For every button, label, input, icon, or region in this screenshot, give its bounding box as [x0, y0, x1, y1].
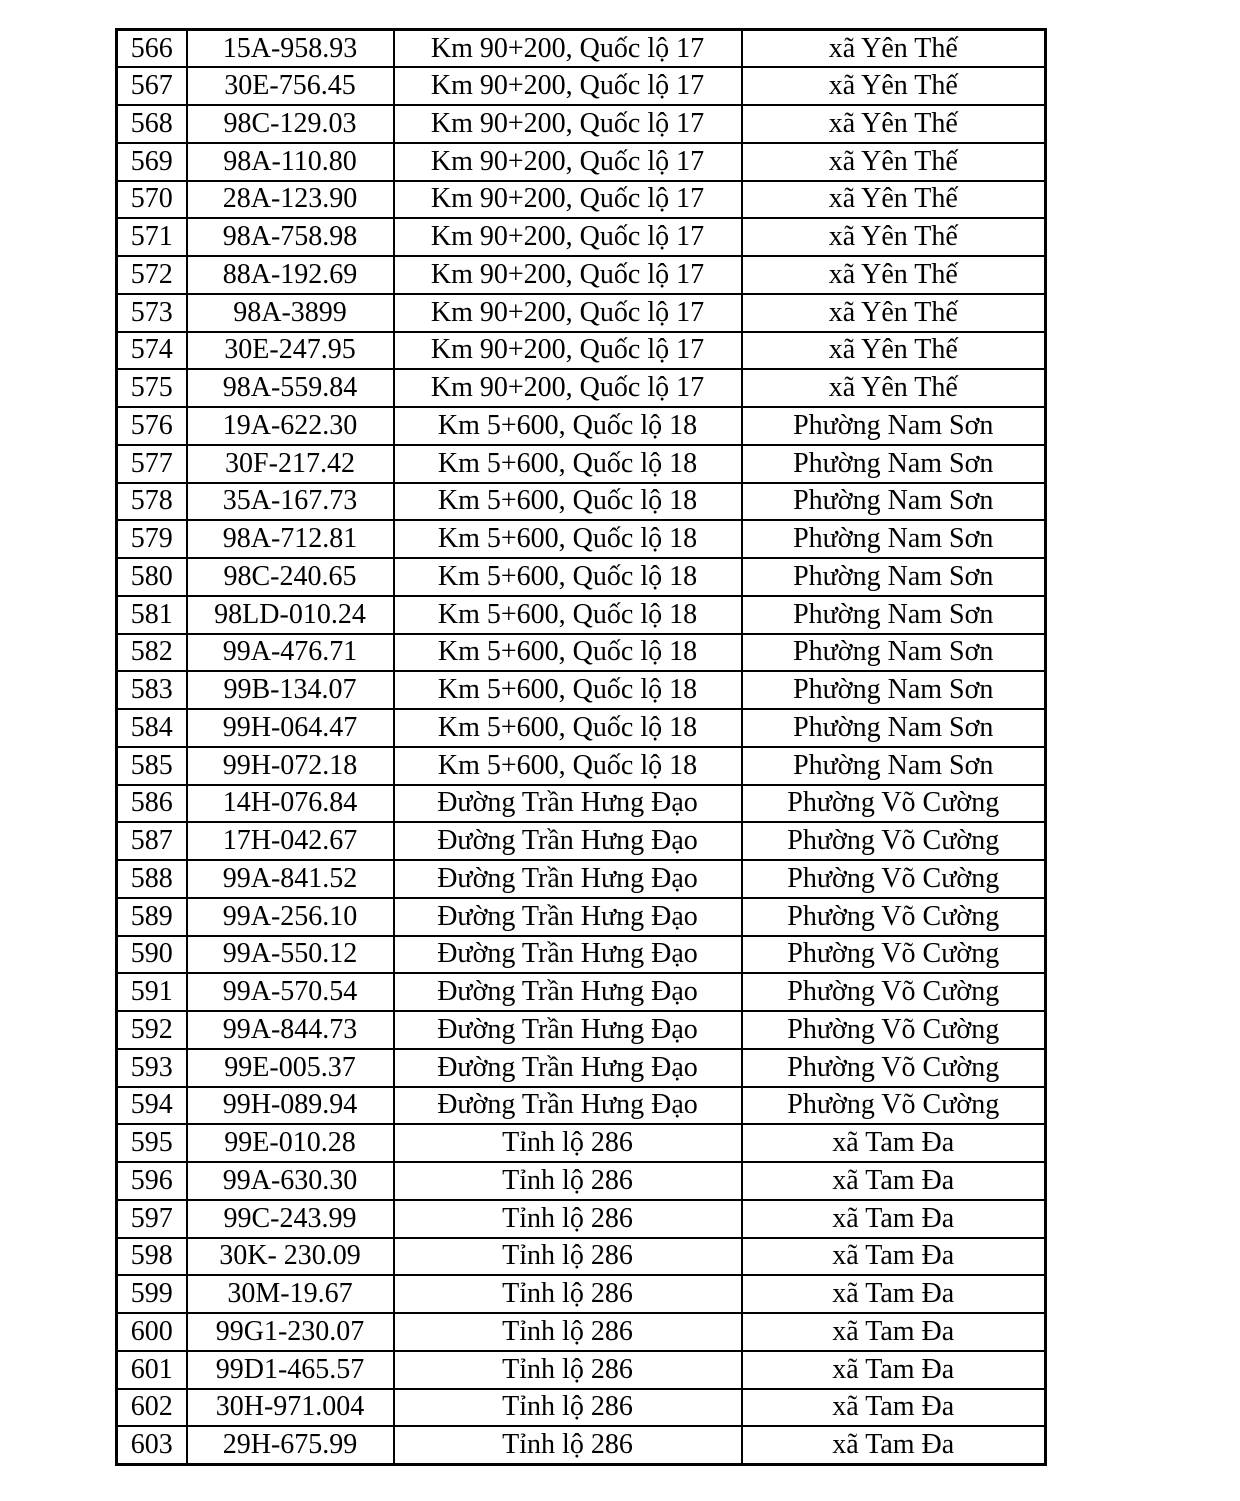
cell-license-plate: 98C-129.03	[187, 105, 394, 143]
cell-row-number: 603	[117, 1426, 187, 1464]
cell-ward: Phường Nam Sơn	[742, 445, 1046, 483]
cell-ward: Phường Nam Sơn	[742, 709, 1046, 747]
cell-location: Km 5+600, Quốc lộ 18	[394, 558, 742, 596]
cell-location: Tỉnh lộ 286	[394, 1389, 742, 1427]
cell-ward: xã Yên Thế	[742, 143, 1046, 181]
cell-ward: xã Tam Đa	[742, 1426, 1046, 1464]
table-row	[117, 747, 1046, 785]
cell-location: Tỉnh lộ 286	[394, 1200, 742, 1238]
table-row	[117, 1049, 1046, 1087]
cell-location: Tỉnh lộ 286	[394, 1238, 742, 1276]
cell-ward: xã Yên Thế	[742, 105, 1046, 143]
cell-location: Km 5+600, Quốc lộ 18	[394, 596, 742, 634]
table-row	[117, 1087, 1046, 1125]
cell-license-plate: 30E-247.95	[187, 332, 394, 370]
cell-row-number: 574	[117, 332, 187, 370]
cell-ward: Phường Võ Cường	[742, 898, 1046, 936]
cell-row-number: 567	[117, 67, 187, 105]
cell-location: Km 90+200, Quốc lộ 17	[394, 218, 742, 256]
cell-license-plate: 98C-240.65	[187, 558, 394, 596]
table-row	[117, 369, 1046, 407]
cell-location: Tỉnh lộ 286	[394, 1313, 742, 1351]
cell-row-number: 598	[117, 1238, 187, 1276]
cell-license-plate: 99A-630.30	[187, 1162, 394, 1200]
cell-ward: xã Tam Đa	[742, 1389, 1046, 1427]
cell-location: Đường Trần Hưng Đạo	[394, 1087, 742, 1125]
cell-location: Km 90+200, Quốc lộ 17	[394, 332, 742, 370]
cell-location: Km 5+600, Quốc lộ 18	[394, 634, 742, 672]
cell-license-plate: 88A-192.69	[187, 256, 394, 294]
table-row	[117, 407, 1046, 445]
cell-location: Km 5+600, Quốc lộ 18	[394, 407, 742, 445]
cell-license-plate: 30E-756.45	[187, 67, 394, 105]
cell-ward: xã Yên Thế	[742, 181, 1046, 219]
cell-row-number: 580	[117, 558, 187, 596]
cell-ward: Phường Nam Sơn	[742, 747, 1046, 785]
cell-license-plate: 99A-570.54	[187, 973, 394, 1011]
cell-ward: Phường Nam Sơn	[742, 520, 1046, 558]
cell-location: Tỉnh lộ 286	[394, 1351, 742, 1389]
cell-license-plate: 99A-841.52	[187, 860, 394, 898]
cell-ward: Phường Nam Sơn	[742, 407, 1046, 445]
cell-location: Km 90+200, Quốc lộ 17	[394, 369, 742, 407]
cell-ward: xã Yên Thế	[742, 369, 1046, 407]
cell-row-number: 592	[117, 1011, 187, 1049]
cell-row-number: 597	[117, 1200, 187, 1238]
table-row	[117, 596, 1046, 634]
cell-ward: xã Yên Thế	[742, 67, 1046, 105]
cell-row-number: 602	[117, 1389, 187, 1427]
table-body	[117, 30, 1046, 1465]
cell-row-number: 599	[117, 1275, 187, 1313]
cell-license-plate: 98A-110.80	[187, 143, 394, 181]
table-row	[117, 898, 1046, 936]
cell-license-plate: 19A-622.30	[187, 407, 394, 445]
table-row	[117, 1011, 1046, 1049]
cell-ward: Phường Võ Cường	[742, 1087, 1046, 1125]
cell-location: Tỉnh lộ 286	[394, 1162, 742, 1200]
cell-location: Km 5+600, Quốc lộ 18	[394, 520, 742, 558]
vehicle-list-table	[115, 28, 1047, 1466]
cell-location: Km 90+200, Quốc lộ 17	[394, 256, 742, 294]
cell-row-number: 572	[117, 256, 187, 294]
table-row	[117, 785, 1046, 823]
cell-ward: xã Yên Thế	[742, 256, 1046, 294]
cell-license-plate: 29H-675.99	[187, 1426, 394, 1464]
cell-license-plate: 98A-712.81	[187, 520, 394, 558]
cell-ward: Phường Nam Sơn	[742, 596, 1046, 634]
cell-license-plate: 99H-064.47	[187, 709, 394, 747]
cell-location: Km 90+200, Quốc lộ 17	[394, 30, 742, 68]
table-row	[117, 105, 1046, 143]
cell-location: Đường Trần Hưng Đạo	[394, 898, 742, 936]
cell-location: Đường Trần Hưng Đạo	[394, 936, 742, 974]
cell-row-number: 578	[117, 483, 187, 521]
cell-license-plate: 99E-005.37	[187, 1049, 394, 1087]
cell-row-number: 590	[117, 936, 187, 974]
cell-license-plate: 99H-072.18	[187, 747, 394, 785]
cell-location: Km 90+200, Quốc lộ 17	[394, 67, 742, 105]
table-row	[117, 1238, 1046, 1276]
cell-row-number: 588	[117, 860, 187, 898]
cell-ward: Phường Võ Cường	[742, 860, 1046, 898]
cell-row-number: 600	[117, 1313, 187, 1351]
cell-row-number: 568	[117, 105, 187, 143]
cell-license-plate: 30M-19.67	[187, 1275, 394, 1313]
cell-license-plate: 30F-217.42	[187, 445, 394, 483]
table-row	[117, 1389, 1046, 1427]
cell-ward: Phường Nam Sơn	[742, 483, 1046, 521]
cell-ward: Phường Nam Sơn	[742, 671, 1046, 709]
cell-ward: Phường Nam Sơn	[742, 634, 1046, 672]
cell-location: Km 90+200, Quốc lộ 17	[394, 181, 742, 219]
cell-license-plate: 99A-476.71	[187, 634, 394, 672]
table-row	[117, 256, 1046, 294]
cell-license-plate: 98A-559.84	[187, 369, 394, 407]
cell-row-number: 569	[117, 143, 187, 181]
cell-row-number: 575	[117, 369, 187, 407]
cell-row-number: 573	[117, 294, 187, 332]
cell-ward: xã Tam Đa	[742, 1313, 1046, 1351]
cell-ward: xã Tam Đa	[742, 1200, 1046, 1238]
cell-location: Tỉnh lộ 286	[394, 1275, 742, 1313]
cell-row-number: 577	[117, 445, 187, 483]
cell-location: Km 5+600, Quốc lộ 18	[394, 747, 742, 785]
cell-location: Tỉnh lộ 286	[394, 1124, 742, 1162]
cell-license-plate: 98LD-010.24	[187, 596, 394, 634]
cell-license-plate: 98A-3899	[187, 294, 394, 332]
cell-row-number: 596	[117, 1162, 187, 1200]
cell-location: Đường Trần Hưng Đạo	[394, 860, 742, 898]
cell-location: Km 90+200, Quốc lộ 17	[394, 105, 742, 143]
cell-location: Km 5+600, Quốc lộ 18	[394, 671, 742, 709]
table-row	[117, 1124, 1046, 1162]
cell-license-plate: 99D1-465.57	[187, 1351, 394, 1389]
cell-ward: Phường Võ Cường	[742, 822, 1046, 860]
cell-row-number: 595	[117, 1124, 187, 1162]
table-row	[117, 1313, 1046, 1351]
cell-license-plate: 30K- 230.09	[187, 1238, 394, 1276]
cell-location: Đường Trần Hưng Đạo	[394, 785, 742, 823]
cell-row-number: 589	[117, 898, 187, 936]
cell-ward: xã Yên Thế	[742, 294, 1046, 332]
table-row	[117, 860, 1046, 898]
cell-license-plate: 30H-971.004	[187, 1389, 394, 1427]
cell-row-number: 593	[117, 1049, 187, 1087]
cell-license-plate: 28A-123.90	[187, 181, 394, 219]
cell-location: Km 90+200, Quốc lộ 17	[394, 143, 742, 181]
table-row	[117, 294, 1046, 332]
cell-location: Km 5+600, Quốc lộ 18	[394, 709, 742, 747]
cell-license-plate: 99A-844.73	[187, 1011, 394, 1049]
cell-ward: Phường Võ Cường	[742, 1049, 1046, 1087]
table-row	[117, 671, 1046, 709]
cell-location: Tỉnh lộ 286	[394, 1426, 742, 1464]
cell-ward: Phường Võ Cường	[742, 1011, 1046, 1049]
table-row	[117, 936, 1046, 974]
cell-row-number: 571	[117, 218, 187, 256]
cell-ward: Phường Võ Cường	[742, 936, 1046, 974]
table-row	[117, 483, 1046, 521]
cell-row-number: 591	[117, 973, 187, 1011]
table-row	[117, 1162, 1046, 1200]
table-row	[117, 218, 1046, 256]
cell-license-plate: 35A-167.73	[187, 483, 394, 521]
cell-location: Km 5+600, Quốc lộ 18	[394, 445, 742, 483]
cell-license-plate: 99A-550.12	[187, 936, 394, 974]
cell-ward: xã Tam Đa	[742, 1162, 1046, 1200]
cell-row-number: 587	[117, 822, 187, 860]
cell-license-plate: 98A-758.98	[187, 218, 394, 256]
cell-ward: xã Tam Đa	[742, 1238, 1046, 1276]
table-row	[117, 1426, 1046, 1464]
table-row	[117, 30, 1046, 68]
cell-ward: Phường Võ Cường	[742, 973, 1046, 1011]
cell-row-number: 601	[117, 1351, 187, 1389]
table-row	[117, 973, 1046, 1011]
cell-ward: xã Tam Đa	[742, 1351, 1046, 1389]
cell-row-number: 594	[117, 1087, 187, 1125]
cell-ward: Phường Nam Sơn	[742, 558, 1046, 596]
cell-location: Km 5+600, Quốc lộ 18	[394, 483, 742, 521]
table-row	[117, 1351, 1046, 1389]
cell-row-number: 576	[117, 407, 187, 445]
cell-ward: Phường Võ Cường	[742, 785, 1046, 823]
cell-license-plate: 99C-243.99	[187, 1200, 394, 1238]
table-row	[117, 181, 1046, 219]
cell-license-plate: 99A-256.10	[187, 898, 394, 936]
cell-ward: xã Yên Thế	[742, 332, 1046, 370]
cell-ward: xã Tam Đa	[742, 1275, 1046, 1313]
cell-location: Km 90+200, Quốc lộ 17	[394, 294, 742, 332]
cell-row-number: 566	[117, 30, 187, 68]
cell-row-number: 585	[117, 747, 187, 785]
table-row	[117, 634, 1046, 672]
table-row	[117, 520, 1046, 558]
cell-row-number: 583	[117, 671, 187, 709]
table-row	[117, 822, 1046, 860]
cell-row-number: 586	[117, 785, 187, 823]
cell-license-plate: 99B-134.07	[187, 671, 394, 709]
cell-row-number: 582	[117, 634, 187, 672]
cell-license-plate: 99H-089.94	[187, 1087, 394, 1125]
cell-row-number: 584	[117, 709, 187, 747]
cell-ward: xã Yên Thế	[742, 30, 1046, 68]
table-row	[117, 143, 1046, 181]
table-row	[117, 1275, 1046, 1313]
cell-location: Đường Trần Hưng Đạo	[394, 973, 742, 1011]
cell-location: Đường Trần Hưng Đạo	[394, 822, 742, 860]
table-row	[117, 445, 1046, 483]
cell-license-plate: 17H-042.67	[187, 822, 394, 860]
table-row	[117, 332, 1046, 370]
table-row	[117, 1200, 1046, 1238]
cell-row-number: 581	[117, 596, 187, 634]
cell-license-plate: 99E-010.28	[187, 1124, 394, 1162]
cell-row-number: 570	[117, 181, 187, 219]
cell-license-plate: 99G1-230.07	[187, 1313, 394, 1351]
cell-location: Đường Trần Hưng Đạo	[394, 1049, 742, 1087]
table-row	[117, 709, 1046, 747]
table-row	[117, 558, 1046, 596]
cell-ward: xã Tam Đa	[742, 1124, 1046, 1162]
table-row	[117, 67, 1046, 105]
cell-license-plate: 14H-076.84	[187, 785, 394, 823]
cell-row-number: 579	[117, 520, 187, 558]
cell-ward: xã Yên Thế	[742, 218, 1046, 256]
cell-location: Đường Trần Hưng Đạo	[394, 1011, 742, 1049]
cell-license-plate: 15A-958.93	[187, 30, 394, 68]
